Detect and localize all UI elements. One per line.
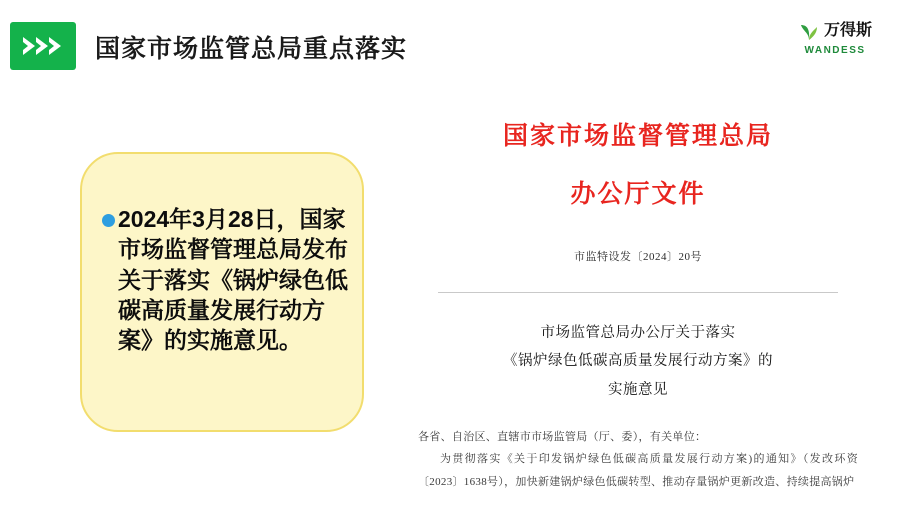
double-chevron-right-icon xyxy=(10,22,76,70)
doc-title-line2: 办公厅文件 xyxy=(570,181,706,208)
doc-subtitle-line3: 实施意见 xyxy=(608,381,668,398)
page-title: 国家市场监管总局重点落实 xyxy=(95,35,408,63)
bullet-dot-icon xyxy=(102,214,115,227)
doc-subtitle-line1: 市场监管总局办公厅关于落实 xyxy=(540,325,736,341)
callout-text: 2024年3月28日，国家市场监督管理总局发布关于落实《锅炉绿色低碳高质量发展行动方案》的实施意见。 xyxy=(118,206,348,354)
doc-number: 市监特设发〔2024〕20号 xyxy=(574,251,702,263)
official-document-image xyxy=(380,96,896,515)
doc-body xyxy=(380,426,896,494)
doc-divider xyxy=(438,292,838,293)
doc-subtitle-line2: 《锅炉绿色低碳高质量发展行动方案》的 xyxy=(503,353,773,370)
doc-body-line1: 各省、自治区、直辖市市场监管局（厅、委），有关单位： xyxy=(418,430,707,443)
logo-text-cn: 万得斯 xyxy=(823,22,872,39)
callout-card xyxy=(80,152,364,432)
leaf-logo-icon xyxy=(798,20,820,42)
doc-subtitle xyxy=(380,319,896,404)
logo-text-en: WANDESS xyxy=(804,45,866,56)
doc-bottom-fade xyxy=(380,490,896,515)
doc-title-line1: 国家市场监督管理总局 xyxy=(502,123,773,150)
brand-logo xyxy=(780,14,890,62)
logo-row xyxy=(798,20,872,42)
callout-content xyxy=(102,204,348,356)
doc-body-line2: 为贯彻落实《关于印发锅炉绿色低碳高质量发展行动方案)的通知》（发改环资〔2023〕1638号），加快新建锅炉绿色低碳转型、推动存量锅炉更新改造、持续提高锅炉 xyxy=(418,453,858,488)
